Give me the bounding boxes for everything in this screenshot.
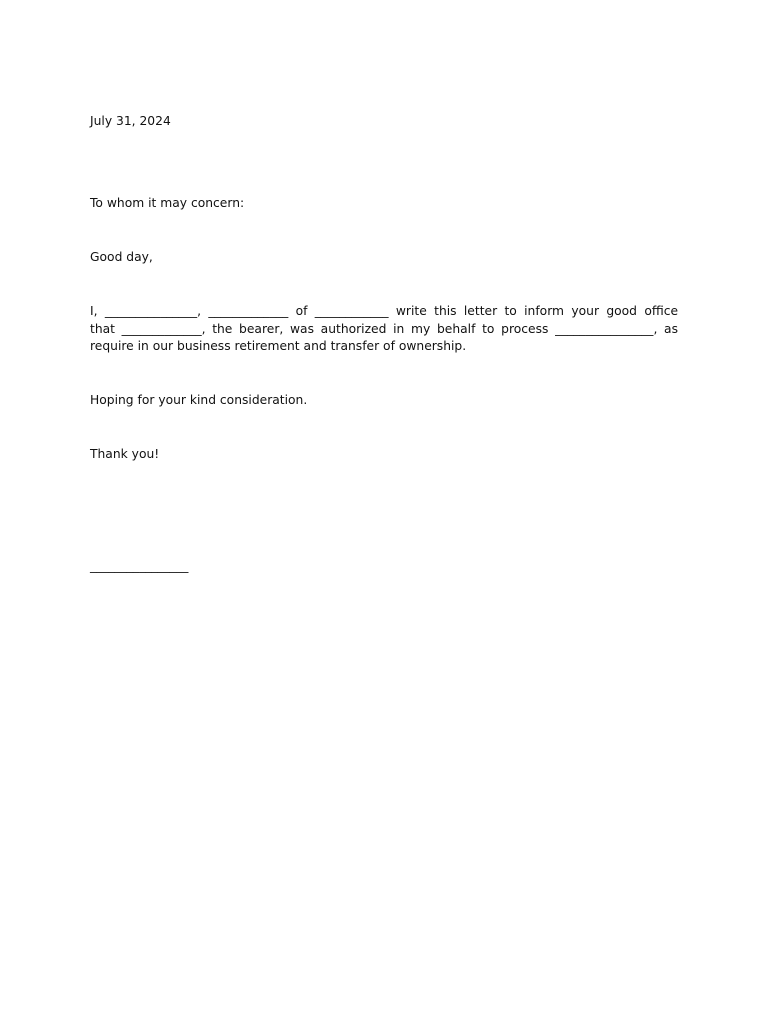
signature-line: ________________: [90, 559, 189, 573]
letter-date: July 31, 2024: [90, 114, 171, 128]
letter-body: [90, 303, 678, 356]
letter-thanks: Thank you!: [90, 447, 160, 461]
letter-greeting: Good day,: [90, 250, 153, 264]
letter-salutation: To whom it may concern:: [90, 196, 245, 210]
body-line: that _____________, the bearer, was authorized in my behalf to process ________________, as: [90, 321, 678, 336]
body-line: I, _______________, _____________ of ____________ write this letter to inform your good office: [90, 304, 679, 318]
body-line: require in our business retirement and transfer of ownership.: [90, 339, 467, 353]
letter-closing-hope: Hoping for your kind consideration.: [90, 393, 308, 407]
